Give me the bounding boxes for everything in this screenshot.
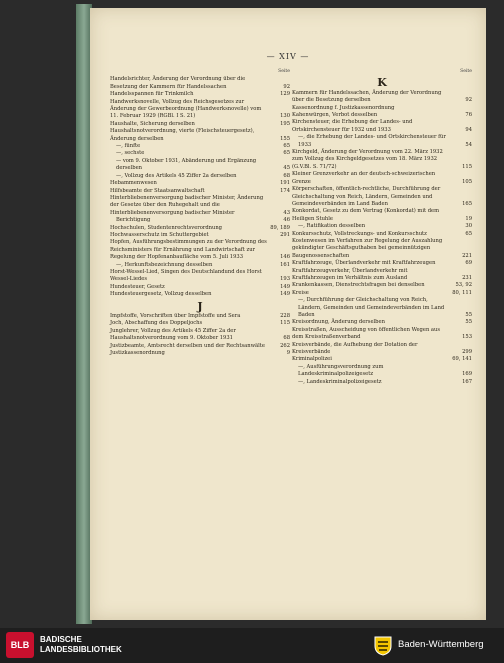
entry-text: Kleiner Grenzverkehr an der deutsch-schweizerischen Grenze <box>292 171 436 185</box>
entry-text: —, die Erhebung der Landes- und Ortskirchensteuer für 1933 <box>298 134 446 148</box>
index-entry <box>292 297 472 319</box>
index-entry <box>110 217 290 224</box>
entry-text: —, Durchführung der Gleichschaltung von Reich, Ländern, Gemeinden und Gemeindeverbänden im Land Baden <box>298 297 445 318</box>
index-entry <box>110 195 290 217</box>
entry-text: —, sechste <box>116 150 145 157</box>
seite-label: Seite <box>460 69 472 74</box>
entry-page: 299 <box>462 349 472 356</box>
index-entry <box>292 186 472 208</box>
entry-page: 45 <box>283 165 290 172</box>
entry-page: 262 <box>280 342 290 349</box>
index-entry <box>110 291 290 298</box>
entry-page: 76 <box>465 112 472 119</box>
entry-text: Konkordat, Gesetz zu dem Vertrag (Konkordat) mit dem Heiligen Stuhle <box>292 208 440 222</box>
entry-page: 54 <box>465 141 472 148</box>
entry-page: 221 <box>462 252 472 259</box>
entry-page: 9 <box>286 350 290 357</box>
index-entry <box>110 239 290 261</box>
entry-text: Krankenkassen, Dienstrechtsfragen bei denselben <box>292 282 425 289</box>
entry-page: 174 <box>280 187 290 194</box>
index-column-right <box>292 68 472 386</box>
index-entry <box>110 269 290 284</box>
entry-text: Haushalte, Sicherung derselben <box>110 120 195 127</box>
index-entry <box>292 356 472 363</box>
entry-page: 105 <box>462 178 472 185</box>
entry-text: Konkursschutz, Vollstreckungs- und Konkursschutz <box>292 230 427 237</box>
index-entry <box>292 342 472 357</box>
index-entry <box>110 188 290 195</box>
entry-page: 55 <box>465 319 472 326</box>
entry-page: 92 <box>465 97 472 104</box>
entry-text: Joch, Abschaffung des Doppeljochs <box>110 320 203 327</box>
entry-page: 149 <box>280 283 290 290</box>
footer-bar <box>0 628 504 663</box>
entry-page: 231 <box>462 274 472 281</box>
index-entry <box>110 320 290 327</box>
index-entry <box>292 231 472 238</box>
index-entry <box>292 119 472 134</box>
index-entry <box>292 290 472 297</box>
index-entry <box>110 313 290 320</box>
entry-text: Kirchensteuer, die Erhebung der Landes- und Ortskirchensteuer für 1932 und 1933 <box>292 119 413 133</box>
entry-text: Hilfsbeamte der Staatsanwaltschaft <box>110 187 205 194</box>
index-entry <box>110 350 290 357</box>
entry-page: 43 <box>283 209 290 216</box>
index-entry <box>292 319 472 326</box>
index-entry <box>110 91 290 98</box>
entry-text: Kassenordnung f. Justizkassenordnung <box>292 104 395 111</box>
library-name-line2: LANDESBIBLIOTHEK <box>40 645 122 654</box>
entry-page: 115 <box>462 163 472 170</box>
blb-logo[interactable]: BLB <box>6 632 34 658</box>
index-entry <box>110 173 290 180</box>
index-entry <box>292 105 472 112</box>
entry-page: 69, 141 <box>452 356 472 363</box>
entry-page: 161 <box>280 261 290 268</box>
entry-text: Hundesteuergesetz, Vollzug desselben <box>110 291 212 298</box>
entry-page: 193 <box>280 276 290 283</box>
index-entry <box>110 343 290 350</box>
library-name-line1: BADISCHE <box>40 635 82 644</box>
entry-page: 191 <box>280 180 290 187</box>
index-entry <box>292 238 472 260</box>
section-letter-k: K <box>377 76 387 90</box>
index-entry <box>292 364 472 379</box>
entry-text: Justizbeamte, Amtsrecht derselben und der Rechtsanwälte <box>110 342 265 349</box>
entry-text: Horst-Wessel-Lied, Singen des Deutschlandund des Horst Wessel-Liedes <box>110 268 262 283</box>
entry-text: —, Ratifikation desselben <box>298 223 366 230</box>
entry-page: 169 <box>462 371 472 378</box>
index-entry <box>292 171 472 186</box>
entry-page: 65 <box>283 150 290 157</box>
entry-page: 46 <box>283 217 290 224</box>
index-entry <box>292 112 472 119</box>
entry-page: 165 <box>462 200 472 207</box>
index-entry <box>292 379 472 386</box>
index-entry <box>110 76 290 91</box>
entry-page: 291 <box>280 231 290 238</box>
entries-k <box>292 90 472 386</box>
entry-text: —, Vollzug des Artikels 45 Ziffer 2a derselben <box>116 172 237 179</box>
entry-text: —, Herkunftsbezeichnung desselben <box>116 261 213 268</box>
index-entry <box>292 208 472 223</box>
entry-page: 53, 92 <box>455 282 472 289</box>
entry-page: 129 <box>280 91 290 98</box>
entry-page: 155 <box>280 135 290 142</box>
entry-page: 146 <box>280 254 290 261</box>
entry-text: Kahenwürgen, Verbot desselben <box>292 112 378 119</box>
entry-text: Körperschaften, öffentlich-rechtliche, Durchführung der Gleichschaltung von Reich, Ländern, Gemeinden und Gemeindeverbänden im Land Baden <box>292 186 441 207</box>
index-entry <box>110 284 290 291</box>
entry-text: Kammern für Handelssachen, Änderung der Verordnung über die Besetzung derselben <box>292 89 442 104</box>
index-entry <box>292 260 472 267</box>
entry-text: Kreisverbände, die Aufhebung der Dotation der Kreisverbände <box>292 341 418 356</box>
entry-page: 68 <box>283 335 290 342</box>
entry-page: 153 <box>462 334 472 341</box>
index-entry <box>110 158 290 173</box>
index-entry <box>110 128 290 143</box>
index-column-left <box>110 68 290 357</box>
entry-text: Impfstoffe, Vorschriften über Impfstoffe und Sera <box>110 313 241 319</box>
entry-text: Kriminalpolizei <box>292 356 332 363</box>
entry-page: 195 <box>280 120 290 127</box>
entry-page: 65 <box>283 143 290 150</box>
index-entry <box>292 282 472 289</box>
entry-text: Kreisordnung, Änderung derselben <box>292 319 385 326</box>
entry-text: —, fünfte <box>116 143 141 150</box>
seite-label: Seite <box>278 69 290 74</box>
entry-page: 55 <box>465 312 472 318</box>
entry-text: Justizkassenordnung <box>110 350 165 357</box>
index-entry <box>110 225 290 232</box>
entry-text: Hochwasserschutz im Schuttergebiet <box>110 231 209 238</box>
entry-text: — vom 9. Oktober 1931, Abänderung und Ergänzung derselben <box>116 157 257 172</box>
entries-h <box>110 76 290 298</box>
entry-text: Kostenwesen im Verfahren zur Regelung der Auszahlung gekündigter Geschäftsguthaben bei gemeinnützigen Baugenossenschaften <box>292 237 443 259</box>
entry-page: 30 <box>465 223 472 230</box>
entry-text: —, Landeskriminalpolizeigesetz <box>298 378 382 385</box>
page-number-header: — XIV — <box>266 52 310 61</box>
book-page <box>90 8 486 620</box>
entry-text: —, Ausführungsverordnung zum Landeskriminalpolizeigesetz <box>298 363 384 378</box>
entry-page: 130 <box>280 113 290 120</box>
index-entry <box>292 223 472 230</box>
index-entry <box>292 90 472 105</box>
entry-page: 89, 189 <box>270 224 290 231</box>
entries-j <box>110 313 290 357</box>
entry-page: 92 <box>283 83 290 90</box>
entry-text: Hundesteuer, Gesetz <box>110 283 165 290</box>
entry-page: 94 <box>465 126 472 133</box>
entry-text: Hebammenwesen <box>110 180 157 187</box>
entry-text: Haushaltsnotverordnung, vierte (Fleischsteuergesetz), Änderung derselben <box>110 128 255 142</box>
entry-text: Berichtigung <box>116 217 151 224</box>
library-name <box>40 635 122 655</box>
entry-page: 167 <box>462 378 472 385</box>
bw-crest-icon <box>372 634 394 656</box>
index-entry <box>292 134 472 149</box>
entry-page: 149 <box>280 291 290 298</box>
entry-text: Handwerksnovelle, Vollzug des Reichsgesetzes zur Änderung der Gewerbeordnung (Handwerksnovelle) vom 11. Februar 1929 (RGBl. I S. 21) <box>110 98 262 120</box>
entry-text: Kreisstraßen, Ausscheidung von öffentlichen Wegen aus dem Kreisstraßenverband <box>292 326 441 341</box>
entry-text: Hochschulen, Studentenrechtsverordnung <box>110 224 223 231</box>
entry-page: 69 <box>465 260 472 267</box>
entry-page: 115 <box>280 320 290 327</box>
index-entry <box>110 328 290 343</box>
entry-page: 68 <box>283 172 290 179</box>
entry-text: Junglehrer, Vollzug des Artikels 45 Ziffer 2a der Haushaltsnotverordnung vom 9. Oktober 1931 <box>110 327 236 342</box>
index-entry <box>110 99 290 121</box>
index-entry <box>110 143 290 150</box>
entry-text: Kirchgeld, Änderung der Verordnung vom 22. März 1932 zum Vollzug des Kirchgeldgesetzes vom 18. März 1932 (G.V.Bl. S. 71/72) <box>292 149 443 170</box>
index-entry <box>110 180 290 187</box>
entry-text: Kraftfahrzeugverkehr, Überlandverkehr mit Kraftfahrzeugen im Verhältnis zum Ausland <box>292 267 408 281</box>
entry-text: Hinterbliebenenversorgung badischer Minister, Änderung der Gesetze über den Ruhegehalt und die Hinterbliebenenversorgung badischer Minister <box>110 194 264 216</box>
index-entry <box>292 268 472 283</box>
index-entry <box>110 262 290 269</box>
index-entry <box>292 327 472 342</box>
section-letter-j: J <box>197 299 203 313</box>
index-entry <box>292 149 472 171</box>
entry-text: Handelsspannen für Trinkmilch <box>110 91 194 98</box>
entry-text: Kreise <box>292 289 309 296</box>
entry-page: 228 <box>280 313 290 319</box>
entry-text: Handelsrichter, Änderung der Verordnung über die Besetzung der Kammern für Handelssachen <box>110 76 246 90</box>
index-entry <box>110 150 290 157</box>
entry-page: 80, 111 <box>452 289 472 296</box>
entry-page: 65 <box>465 230 472 237</box>
entry-text: Kraftfahrzeuge, Überlandverkehr mit Kraftfahrzeugen <box>292 260 436 267</box>
state-name: Baden-Württemberg <box>398 639 484 650</box>
entry-page: 19 <box>465 215 472 222</box>
entry-text: Hopfen, Ausführungsbestimmungen zu der Verordnung des Reichsministers für Ernährung und Landwirtschaft zur Regelung der Hopfenanbaufläche vom 5. Juli 1933 <box>110 239 267 261</box>
index-entry <box>110 232 290 239</box>
